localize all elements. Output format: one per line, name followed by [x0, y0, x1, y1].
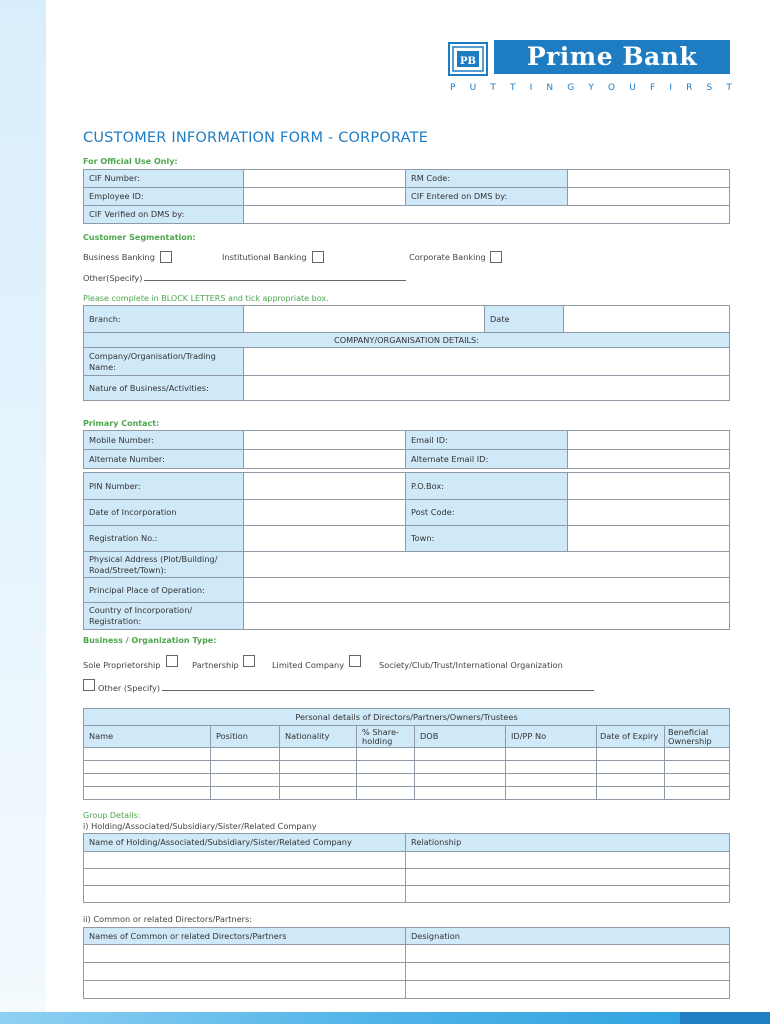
- group-sub2-label: ii) Common or related Directors/Partners:: [83, 914, 253, 924]
- table-row: [84, 963, 730, 981]
- directors-col-idpp: ID/PP No: [506, 726, 597, 748]
- tagline-letter: U: [469, 83, 477, 93]
- branch-label: Branch:: [84, 306, 244, 333]
- directors-col-shareholding-line2: holding: [362, 735, 393, 746]
- tagline-letter: I: [529, 83, 533, 93]
- primary-contact-label: Primary Contact:: [83, 419, 160, 428]
- table-row: [84, 774, 730, 787]
- directors-col-expiry: Date of Expiry: [597, 726, 665, 748]
- email-label: Email ID:: [406, 431, 568, 450]
- registration-table: [83, 472, 730, 630]
- registration-no-label: Registration No.:: [84, 526, 244, 552]
- tagline-letter: S: [706, 83, 713, 93]
- pin-number-label: PIN Number:: [84, 473, 244, 500]
- alt-number-label: Alternate Number:: [84, 450, 244, 469]
- business-type-other-label: Other (Specify): [98, 683, 161, 693]
- nature-business-input[interactable]: [244, 376, 730, 401]
- po-box-input[interactable]: [568, 473, 730, 500]
- mobile-number-label: Mobile Number:: [84, 431, 244, 450]
- holding-col-relationship: Relationship: [406, 834, 730, 852]
- business-type-label: Business / Organization Type:: [83, 636, 217, 645]
- common-col-designation: Designation: [406, 928, 730, 945]
- bottom-decorative-strip: [0, 1012, 770, 1024]
- date-label: Date: [485, 306, 564, 333]
- tagline-letter: U: [629, 83, 636, 93]
- cif-entered-label: CIF Entered on DMS by:: [406, 188, 568, 206]
- directors-col-shareholding: [357, 726, 415, 748]
- directors-col-nationality: Nationality: [280, 726, 357, 748]
- block-letters-note: Please complete in BLOCK LETTERS and tick appropriate box.: [83, 294, 329, 303]
- table-row: [84, 787, 730, 800]
- cif-verified-label: CIF Verified on DMS by:: [84, 206, 244, 224]
- segment-corporate-banking-label: Corporate Banking: [409, 252, 486, 262]
- segment-other-input[interactable]: [144, 280, 406, 281]
- directors-header: Personal details of Directors/Partners/Owners/Trustees: [84, 709, 730, 726]
- bank-name: Prime Bank: [494, 40, 730, 74]
- country-incorporation-label-line2: Registration:: [89, 616, 142, 626]
- business-type-limited-checkbox[interactable]: [349, 655, 361, 667]
- table-row: [84, 945, 730, 963]
- employee-id-input[interactable]: [244, 188, 406, 206]
- tagline-letter: R: [686, 83, 693, 93]
- physical-address-label-line1: Physical Address (Plot/Building/: [89, 553, 218, 564]
- po-box-label: P.O.Box:: [406, 473, 568, 500]
- cif-number-label: CIF Number:: [84, 170, 244, 188]
- business-type-partnership-label: Partnership: [192, 660, 239, 670]
- bank-monogram-text: PB: [460, 56, 476, 67]
- rm-code-input[interactable]: [568, 170, 730, 188]
- company-details-header: COMPANY/ORGANISATION DETAILS:: [84, 333, 730, 348]
- table-row: [84, 761, 730, 774]
- physical-address-label: [84, 552, 244, 578]
- pin-number-input[interactable]: [244, 473, 406, 500]
- table-row: [84, 886, 730, 903]
- physical-address-label-line2: Road/Street/Town):: [89, 564, 167, 575]
- cif-entered-input[interactable]: [568, 188, 730, 206]
- table-row: [84, 869, 730, 886]
- town-label: Town:: [406, 526, 568, 552]
- directors-col-dob: DOB: [415, 726, 506, 748]
- form-title: CUSTOMER INFORMATION FORM - CORPORATE: [83, 130, 429, 146]
- country-incorporation-label: [84, 603, 244, 630]
- country-incorporation-input[interactable]: [244, 603, 730, 630]
- bottom-strip-accent: [680, 1012, 770, 1024]
- registration-no-input[interactable]: [244, 526, 406, 552]
- directors-table: [83, 708, 730, 800]
- tagline-letter: P: [450, 83, 456, 93]
- directors-col-shareholding-line1: % Share-: [362, 726, 399, 737]
- segment-institutional-banking-checkbox[interactable]: [312, 251, 324, 263]
- table-row: [84, 748, 730, 761]
- directors-col-beneficial-line2: Ownership: [668, 735, 712, 746]
- company-details-table: [83, 305, 730, 401]
- business-type-sole-checkbox[interactable]: [166, 655, 178, 667]
- nature-business-label: Nature of Business/Activities:: [84, 376, 244, 401]
- tagline-letter: G: [567, 83, 575, 93]
- country-incorporation-label-line1: Country of Incorporation/: [89, 605, 193, 615]
- holding-company-table: [83, 833, 730, 903]
- town-input[interactable]: [568, 526, 730, 552]
- tagline-letter: N: [546, 83, 554, 93]
- business-type-other-input[interactable]: [162, 690, 594, 691]
- tagline-letter: F: [650, 83, 656, 93]
- post-code-input[interactable]: [568, 500, 730, 526]
- email-input[interactable]: [568, 431, 730, 450]
- business-type-sole-label: Sole Proprietorship: [83, 660, 161, 670]
- cif-verified-input[interactable]: [244, 206, 730, 224]
- physical-address-input[interactable]: [244, 552, 730, 578]
- date-incorporation-label: Date of Incorporation: [84, 500, 244, 526]
- tagline-letter: O: [608, 83, 616, 93]
- common-directors-table: [83, 927, 730, 999]
- bank-logo: [448, 40, 730, 76]
- directors-col-beneficial-line1: Beneficial: [668, 726, 709, 737]
- mobile-number-input[interactable]: [244, 431, 406, 450]
- alt-email-input[interactable]: [568, 450, 730, 469]
- business-type-limited-label: Limited Company: [272, 660, 345, 670]
- post-code-label: Post Code:: [406, 500, 568, 526]
- segment-business-banking[interactable]: [83, 252, 155, 262]
- directors-col-position: Position: [211, 726, 280, 748]
- official-use-table: [83, 169, 730, 224]
- segment-other-label: Other(Specify): [83, 273, 143, 283]
- left-decorative-strip: [0, 0, 46, 1024]
- company-name-label: [84, 348, 244, 376]
- business-type-other-checkbox[interactable]: [83, 679, 95, 691]
- cif-number-input[interactable]: [244, 170, 406, 188]
- tagline-letter: Y: [588, 83, 594, 93]
- date-input[interactable]: [564, 306, 730, 333]
- official-use-label: For Official Use Only:: [83, 157, 178, 166]
- segment-business-banking-label: Business Banking: [83, 252, 155, 262]
- company-name-label-line1: Company/Organisation/Trading: [89, 350, 216, 361]
- principal-place-label: Principal Place of Operation:: [84, 578, 244, 603]
- tagline-letter: I: [669, 83, 672, 93]
- group-details-label: Group Details:: [83, 811, 141, 820]
- group-sub1-label: i) Holding/Associated/Subsidiary/Sister/Related Company: [83, 821, 317, 831]
- business-type-society-label: Society/Club/Trust/International Organization: [379, 660, 563, 670]
- table-row: [84, 981, 730, 999]
- employee-id-label: Employee ID:: [84, 188, 244, 206]
- tagline-letter: T: [509, 83, 516, 93]
- alt-email-label: Alternate Email ID:: [406, 450, 568, 469]
- tagline-letter: T: [490, 83, 496, 93]
- bank-tagline: [450, 83, 732, 93]
- bank-monogram-icon: [448, 42, 490, 78]
- primary-contact-table: [83, 430, 730, 469]
- date-incorporation-input[interactable]: [244, 500, 406, 526]
- tagline-letter: T: [726, 83, 732, 93]
- branch-input[interactable]: [244, 306, 485, 333]
- segmentation-label: Customer Segmentation:: [83, 233, 196, 242]
- company-name-label-line2: Name:: [89, 361, 116, 372]
- directors-col-beneficial: [665, 726, 730, 748]
- segment-corporate-banking-checkbox[interactable]: [490, 251, 502, 263]
- alt-number-input[interactable]: [244, 450, 406, 469]
- segment-business-banking-checkbox[interactable]: [160, 251, 172, 263]
- rm-code-label: RM Code:: [406, 170, 568, 188]
- segment-institutional-banking-label: Institutional Banking: [222, 252, 307, 262]
- principal-place-input[interactable]: [244, 578, 730, 603]
- company-name-input[interactable]: [244, 348, 730, 376]
- common-col-names: Names of Common or related Directors/Partners: [84, 928, 406, 945]
- directors-col-name: Name: [84, 726, 211, 748]
- table-row: [84, 852, 730, 869]
- business-type-partnership-checkbox[interactable]: [243, 655, 255, 667]
- holding-col-name: Name of Holding/Associated/Subsidiary/Sister/Related Company: [84, 834, 406, 852]
